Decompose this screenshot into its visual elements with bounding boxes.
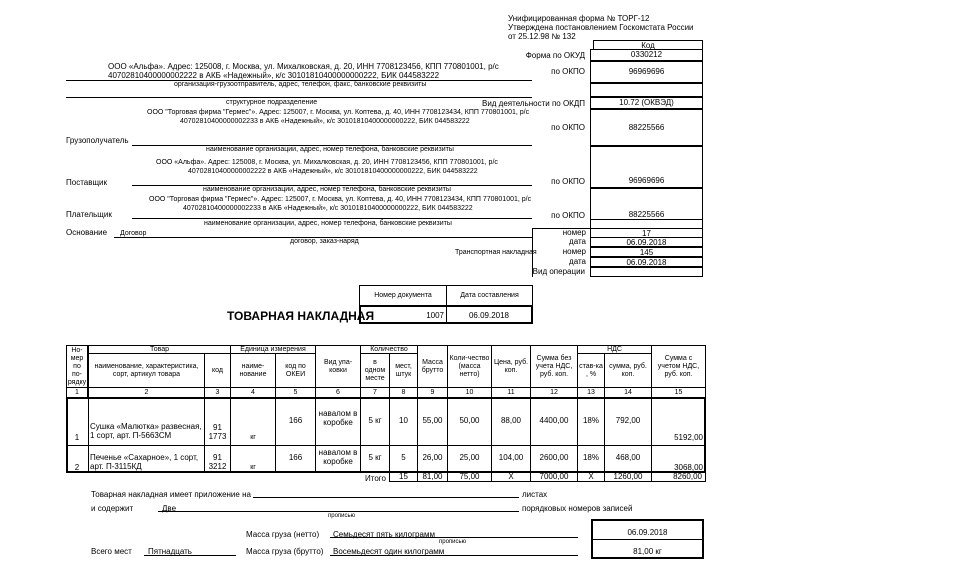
colnum: 2 (88, 387, 205, 398)
doc-number-header: Номер документа (359, 285, 447, 306)
document-title: ТОВАРНАЯ НАКЛАДНАЯ (227, 309, 375, 323)
payer-label: Плательщик (66, 210, 112, 219)
row-num: 2 (74, 463, 80, 472)
row-sum-vat: 3068,00 (674, 463, 703, 472)
doc-date: 06.09.2018 (468, 311, 510, 320)
row-goods-name: Печенье «Сахарное», 1 сорт, арт. П-3115КД (90, 453, 199, 471)
places-label: Всего мест (91, 547, 132, 556)
totals-sum-novat: 7000,00 (530, 472, 578, 482)
colnum: 3 (204, 387, 231, 398)
basis-label: Основание (66, 228, 108, 237)
row-goods-code-2: 3212 (208, 462, 227, 471)
attachment-label: Товарная накладная имеет приложение на (91, 490, 251, 499)
okpo-label-shipper: по ОКПО (551, 67, 585, 76)
places-value: Пятнадцать (148, 547, 192, 556)
transport-number-label: номер (562, 247, 586, 256)
h-vat: НДС (577, 345, 652, 354)
okpo-consignee: 88225566 (590, 109, 703, 146)
gross-mass-value: Восемьдесят один килограмм (333, 547, 445, 556)
colnum: 6 (315, 387, 361, 398)
okpo-label-payer: по ОКПО (551, 211, 585, 220)
okpo-label-consignee: по ОКПО (551, 123, 585, 132)
row-pack: навалом в коробке (318, 448, 358, 466)
consignee-caption: наименование организации, адрес, номер телефона, банковские реквизиты (206, 146, 454, 153)
okpo-label-supplier: по ОКПО (551, 177, 585, 186)
row-sum-novat: 4400,00 (539, 416, 569, 425)
basis-date: 06.09.2018 (590, 237, 703, 247)
h-unit-name: наиме-нование (230, 353, 276, 388)
transport-date: 06.09.2018 (590, 257, 703, 267)
colnum: 5 (275, 387, 316, 398)
h-pack: Вид упа-ковки (315, 345, 361, 388)
transport-date-label: дата (569, 257, 586, 266)
colnum: 4 (230, 387, 276, 398)
totals-label: Итого (365, 474, 386, 483)
row-gross: 55,00 (422, 416, 443, 425)
row-qty-one: 5 кг (368, 453, 382, 462)
row-vat-sum: 792,00 (615, 416, 641, 425)
in-words-caption-2: прописью (439, 539, 467, 545)
supplier-line2: 40702810400000002222 в АКБ «Надежный», к/с 30101810400000000222, БИК 044583222 (188, 168, 478, 175)
operation-label: Вид операции (532, 267, 585, 276)
row-net: 50,00 (459, 416, 480, 425)
colnum: 7 (360, 387, 390, 398)
row-price: 88,00 (500, 416, 522, 425)
row-sum-vat: 5192,00 (674, 433, 703, 442)
row-okei: 166 (288, 453, 303, 462)
totals-vat-sum: 1260,00 (604, 472, 652, 482)
row-qty-places: 5 (401, 453, 406, 462)
supplier-line1: ООО «Альфа». Адрес: 125008, г. Москва, ул. Михалковская, д. 20, ИНН 7708123456, КПП 770801001, р/с (156, 159, 498, 166)
doc-date-header: Дата составления (446, 285, 533, 306)
division-code (590, 83, 703, 97)
colnum: 15 (651, 387, 706, 398)
doc-number: 1007 (426, 311, 444, 320)
row-pack: навалом в коробке (318, 409, 358, 427)
supplier-label: Поставщик (66, 178, 108, 187)
totals-gross: 81,00 (417, 472, 448, 482)
okdp-label: Вид деятельности по ОКДП (481, 99, 585, 108)
form-name: Унифицированная форма № ТОРГ-12 (508, 14, 650, 23)
transport-label: Транспортная накладная (455, 249, 537, 256)
h-qty-places: мест, штук (389, 353, 418, 388)
okud-code: 0330212 (590, 49, 703, 61)
h-goods: Товар (88, 345, 231, 354)
h-sum-vat: Сумма с учетом НДС, руб. коп. (651, 345, 706, 388)
h-gross: Масса брутто (417, 345, 448, 388)
in-words-caption-1: прописью (328, 513, 356, 519)
operation-code (590, 267, 703, 277)
row-net: 25,00 (459, 453, 480, 462)
row-num: 1 (74, 433, 80, 442)
h-goods-code: код (204, 353, 231, 388)
colnum: 8 (389, 387, 418, 398)
totals-price: X (491, 472, 531, 482)
shipper-line2: 40702810400000002222 в АКБ «Надежный», к/с 30101810400000000222, БИК 044583222 (108, 71, 440, 80)
totals-places: 15 (389, 472, 418, 482)
mass-box-date: 06.09.2018 (627, 528, 668, 537)
totals-vat-rate: X (577, 472, 605, 482)
colnum: 13 (577, 387, 605, 398)
mass-box-value: 81,00 кг (633, 547, 662, 556)
okdp-code: 10.72 (ОКВЭД) (590, 97, 703, 109)
net-mass-value: Семьдесят пять килограмм (333, 530, 435, 539)
row-qty-one: 5 кг (368, 416, 382, 425)
okud-label: Форма по ОКУД (525, 51, 585, 60)
basis-date-label: дата (569, 237, 586, 246)
h-unit: Единица измерения (230, 345, 316, 354)
colnum: 1 (66, 387, 88, 398)
colnum: 10 (447, 387, 492, 398)
okpo-supplier: 96969696 (590, 146, 703, 188)
basis-number: 17 (590, 228, 703, 238)
row-unit: кг (250, 464, 256, 471)
totals-sum-vat: 8260,00 (651, 472, 706, 482)
h-qty-one: в одном месте (360, 353, 390, 388)
basis-number-label: номер (562, 228, 586, 237)
row-vat-sum: 468,00 (615, 453, 641, 462)
row-goods-name: Сушка «Малютка» развесная, 1 сорт, арт. П-5663СМ (90, 422, 202, 440)
row-sum-novat: 2600,00 (539, 453, 569, 462)
payer-caption: наименование организации, адрес, номер телефона, банковские реквизиты (204, 220, 452, 227)
row-vat-rate: 18% (582, 453, 599, 462)
contains-value: Две (162, 504, 177, 513)
net-mass-label: Масса груза (нетто) (246, 530, 320, 539)
row-qty-places: 10 (399, 416, 408, 425)
supplier-caption: наименование организации, адрес, номер телефона, банковские реквизиты (203, 186, 451, 193)
division-caption: структурное подразделение (226, 99, 318, 106)
h-sum-novat: Сумма без учета НДС, руб. коп. (530, 345, 578, 388)
row-unit: кг (250, 434, 256, 441)
consignee-line2: 40702810400000002233 в АКБ «Надежный», к/с 30101810400000000222, БИК 044583222 (180, 118, 470, 125)
contains-label: и содержит (91, 504, 134, 513)
sheets-label: листах (522, 490, 548, 499)
row-goods-code-2: 1773 (208, 432, 227, 441)
form-approval-date: от 25.12.98 № 132 (508, 32, 576, 41)
colnum: 14 (604, 387, 652, 398)
totals-net: 75,00 (447, 472, 492, 482)
h-price: Цена, руб. коп. (491, 345, 531, 388)
consignee-line1: ООО "Торговая фирма "Гермес"». Адрес: 125007, г. Москва, ул. Коптева, д. 40, ИНН 7708123434, КПП 770801001, р/с (147, 109, 530, 116)
records-label: порядковых номеров записей (522, 504, 633, 513)
basis-caption: договор, заказ-наряд (290, 238, 359, 245)
shipper-caption: организация-грузоотправитель, адрес, телефон, факс, банковские реквизиты (174, 81, 427, 88)
okpo-payer: 88225566 (590, 188, 703, 220)
h-vat-sum: сумма, руб. коп. (604, 353, 652, 388)
h-qty: Количество (360, 345, 418, 354)
h-unit-okei: код по ОКЕИ (275, 353, 316, 388)
shipper-line1: ООО «Альфа». Адрес: 125008, г. Москва, ул. Михалковская, д. 20, ИНН 7708123456, КПП 770801001, р/с (108, 62, 499, 71)
row-okei: 166 (288, 416, 303, 425)
row-goods-code-1: 91 (213, 423, 222, 432)
row-vat-rate: 18% (582, 416, 599, 425)
colnum: 12 (530, 387, 578, 398)
h-num: Но-мер по по-рядку (66, 345, 88, 388)
consignee-label: Грузополучатель (66, 136, 129, 145)
codes-header: Код (593, 40, 703, 50)
payer-line2: 40702810400000002233 в АКБ «Надежный», к/с 30101810400000000222, БИК 044583222 (183, 205, 473, 212)
form-approval: Утверждена постановлением Госкомстата России (508, 23, 694, 32)
h-net: Коли-чество (масса нетто) (447, 345, 492, 388)
row-goods-code-1: 91 (213, 453, 222, 462)
h-goods-name: наименование, характеристика, сорт, артикул товара (88, 353, 205, 388)
gross-mass-label: Масса груза (брутто) (246, 547, 324, 556)
row-price: 104,00 (498, 453, 524, 462)
colnum: 11 (491, 387, 531, 398)
row-gross: 26,00 (422, 453, 443, 462)
okpo-shipper: 96969696 (590, 61, 703, 83)
transport-number: 145 (590, 247, 703, 257)
colnum: 9 (417, 387, 448, 398)
basis-value: Договор (120, 230, 147, 237)
h-vat-rate: став-ка , % (577, 353, 605, 388)
payer-line1: ООО "Торговая фирма "Гермес"». Адрес: 125007, г. Москва, ул. Коптева, д. 40, ИНН 7708123434, КПП 770801001, р/с (149, 196, 532, 203)
